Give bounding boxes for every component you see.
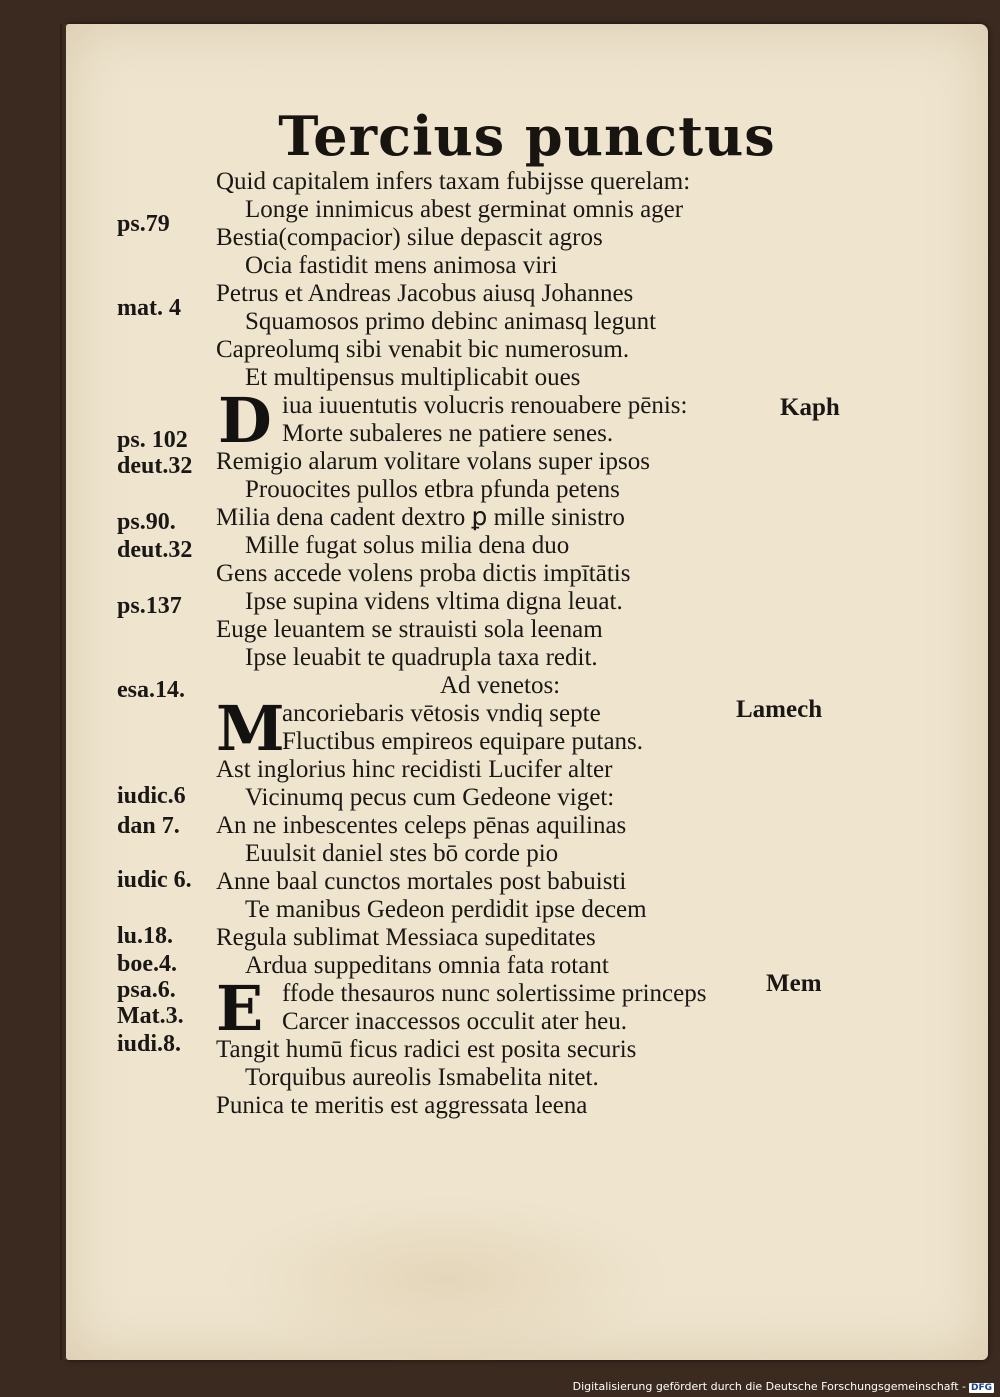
text-line: Regula sublimat Messiaca supeditates: [216, 924, 596, 951]
text-line: Mille fugat solus milia dena duo: [245, 532, 570, 559]
margin-reference: psa.6.: [117, 977, 176, 1003]
text-line: Ipse supina videns vltima digna leuat.: [245, 588, 623, 615]
text-line: Torquibus aureolis Ismabelita nitet.: [245, 1064, 599, 1091]
margin-hebrew-letter: Mem: [766, 970, 822, 997]
margin-reference: deut.32: [117, 453, 193, 479]
text-line: Et multipensus multiplicabit oues: [245, 364, 581, 391]
margin-reference: iudic 6.: [117, 867, 192, 893]
text-line: An ne inbescentes celeps pēnas aquilinas: [216, 812, 627, 839]
decorated-initial: M: [216, 692, 285, 765]
margin-reference: Mat.3.: [117, 1003, 184, 1029]
text-line: Carcer inaccessos occulit ater heu.: [282, 1008, 627, 1035]
text-line: Petrus et Andreas Jacobus aiusq Johannes: [216, 280, 634, 307]
margin-reference: ps.79: [117, 211, 170, 237]
paper-stain: [216, 1194, 676, 1364]
text-line: Prouocites pullos etbra pfunda petens: [245, 476, 620, 503]
text-line: Milia dena cadent dextro ꝑ mille sinistro: [216, 504, 625, 531]
text-line: Ardua suppeditans omnia fata rotant: [245, 952, 609, 979]
decorated-initial: D: [218, 384, 272, 457]
text-line: Longe innimicus abest germinat omnis ager: [245, 196, 684, 223]
margin-reference: ps. 102: [117, 427, 188, 453]
text-line: Bestia(compacior) silue depascit agros: [216, 224, 603, 251]
text-line: Vicinumq pecus cum Gedeone viget:: [245, 784, 615, 811]
margin-reference: esa.14.: [117, 677, 185, 703]
margin-reference: ps.137: [117, 593, 182, 619]
text-line: Ocia fastidit mens animosa viri: [245, 252, 558, 279]
footer-credit: [573, 1380, 994, 1393]
text-line: Ipse leuabit te quadrupla taxa redit.: [245, 644, 598, 671]
text-line: Te manibus Gedeon perdidit ipse decem: [245, 896, 647, 923]
margin-reference: iudi.8.: [117, 1031, 182, 1057]
margin-reference: dan 7.: [117, 813, 180, 839]
margin-reference: iudic.6: [117, 783, 186, 809]
text-line: Fluctibus empireos equipare putans.: [282, 728, 644, 755]
text-line: Capreolumq sibi venabit bic numerosum.: [216, 336, 630, 363]
text-line: Anne baal cunctos mortales post babuisti: [216, 868, 627, 895]
text-line: Euulsit daniel stes bō corde pio: [245, 840, 559, 867]
text-line: iua iuuentutis volucris renouabere pēnis:: [282, 392, 688, 419]
text-line: Quid capitalem infers taxam fubijsse querelam:: [216, 168, 691, 195]
document-page: [66, 24, 988, 1360]
text-line: Gens accede volens proba dictis impītātis: [216, 560, 631, 587]
dfg-logo: DFG: [970, 1383, 992, 1393]
margin-reference: deut.32: [117, 537, 193, 563]
decorated-initial: E: [216, 972, 264, 1045]
text-line: Punica te meritis est aggressata leena: [216, 1092, 588, 1119]
margin-reference: ps.90.: [117, 509, 176, 535]
margin-hebrew-letter: Kaph: [780, 394, 840, 421]
text-line: Squamosos primo debinc animasq legunt: [245, 308, 657, 335]
text-line: Ast inglorius hinc recidisti Lucifer alter: [216, 756, 613, 783]
margin-hebrew-letter: Lamech: [736, 696, 823, 723]
text-line: ffode thesauros nunc solertissime princeps: [282, 980, 707, 1007]
page-title: Tercius punctus: [278, 104, 776, 168]
text-line: Tangit humū ficus radici est posita securis: [216, 1036, 637, 1063]
footer-text: Digitalisierung gefördert durch die Deutsche Forschungsgemeinschaft -: [572, 1380, 966, 1393]
text-line: ancoriebaris vētosis vndiq septe: [282, 700, 601, 727]
margin-reference: mat. 4: [117, 295, 181, 321]
text-line: Remigio alarum volitare volans super ipsos: [216, 448, 650, 475]
margin-reference: boe.4.: [117, 951, 177, 977]
text-line: Ad venetos:: [440, 672, 561, 699]
margin-reference: lu.18.: [117, 923, 174, 949]
text-line: Euge leuantem se strauisti sola leenam: [216, 616, 603, 643]
text-line: Morte subaleres ne patiere senes.: [282, 420, 614, 447]
